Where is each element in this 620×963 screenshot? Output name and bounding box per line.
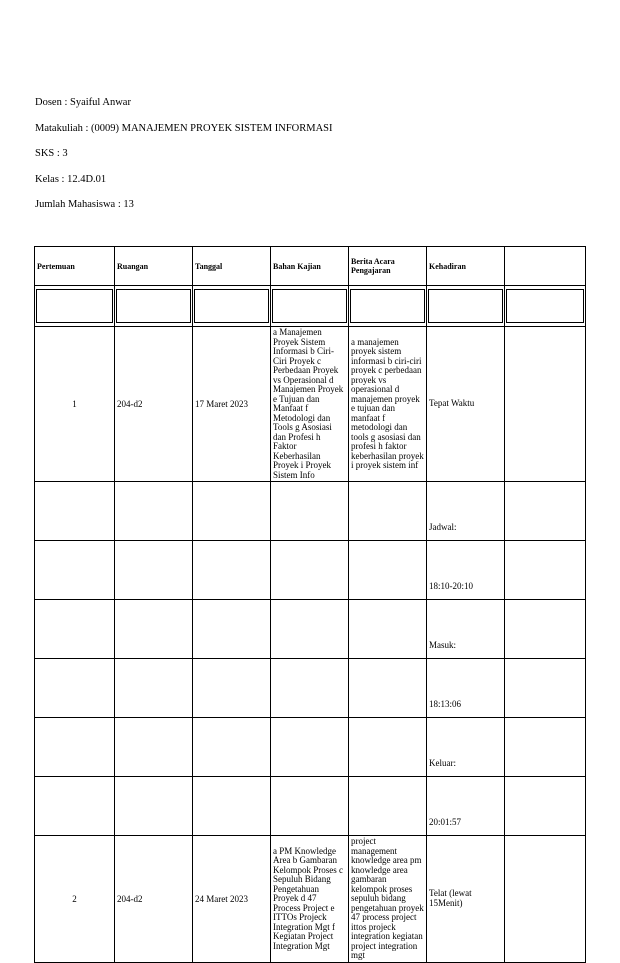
berita-acara-cell: project management knowledge area pm knowledge area gambaran kelompok proses sepuluh bidang pengetahuan proyek 47 process project ittos projeck integration kegiatan project integration mgt [349,836,427,963]
keluar-value: 20:01:57 [427,777,505,836]
table-row [35,777,586,836]
col-header-kehadiran: Kehadiran [427,247,505,286]
col-header-tanggal: Tanggal [193,247,271,286]
kehadiran-cell: Tepat Waktu [427,327,505,482]
table-row [35,659,586,718]
jadwal-value: 18:10-20:10 [427,541,505,600]
tanggal-cell: 24 Maret 2023 [193,836,271,963]
table-row [35,482,586,541]
col-header-empty [505,247,586,286]
tanggal-cell: 17 Maret 2023 [193,327,271,482]
bahan-kajian-cell: a PM Knowledge Area b Gambaran Kelompok Proses c Sepuluh Bidang Pengetahuan Proyek d 47 Process Project e ITTOs Projeck Integration Mgt f Kegiatan Project Integration Mgt [271,836,349,963]
bahan-kajian-cell: a Manajemen Proyek Sistem Informasi b Ciri-Ciri Proyek c Perbedaan Proyek vs Operasional d Manajemen Proyek e Tujuan dan Manfaat f Metodologi dan Tools g Asosiasi dan Profesi h Faktor Keberhasilan Proyek i Proyek Sistem Info [271,327,349,482]
dosen-label: Dosen : Syaiful Anwar [35,97,131,108]
table-row [35,836,586,963]
kelas-label: Kelas : 12.4D.01 [35,173,107,185]
jadwal-label: Jadwal: [427,482,505,541]
masuk-label: Masuk: [427,600,505,659]
berita-acara-cell: a manajemen proyek sistem informasi b ciri-ciri proyek c perbedaan proyek vs operasional d manajemen proyek e tujuan dan manfaat f metodologi dan tools g asosiasi dan profesi h faktor keberhasilan proyek i proyek sistem inf [349,327,427,482]
matakuliah-label: Matakuliah : (0009) MANAJEMEN PROYEK SISTEM INFORMASI [35,122,333,134]
spacer-row [35,286,586,327]
jumlah-mahasiswa-label: Jumlah Mahasiswa : 13 [35,199,134,210]
col-header-berita-acara: Berita Acara Pengajaran [349,247,427,286]
ruangan-cell: 204-d2 [115,327,193,482]
table-header-row [35,247,586,286]
sks-label: SKS : 3 [35,148,68,159]
col-header-pertemuan: Pertemuan [35,247,115,286]
table-row [35,718,586,777]
lecture-info [35,98,333,226]
attendance-table [34,246,586,963]
table-row [35,600,586,659]
pertemuan-cell: 1 [35,327,115,482]
col-header-bahan-kajian: Bahan Kajian [271,247,349,286]
pertemuan-cell: 2 [35,836,115,963]
table-row [35,327,586,482]
table-row [35,541,586,600]
masuk-value: 18:13:06 [427,659,505,718]
kehadiran-cell: Telat (lewat 15Menit) [427,836,505,963]
col-header-ruangan: Ruangan [115,247,193,286]
ruangan-cell: 204-d2 [115,836,193,963]
keluar-label: Keluar: [427,718,505,777]
